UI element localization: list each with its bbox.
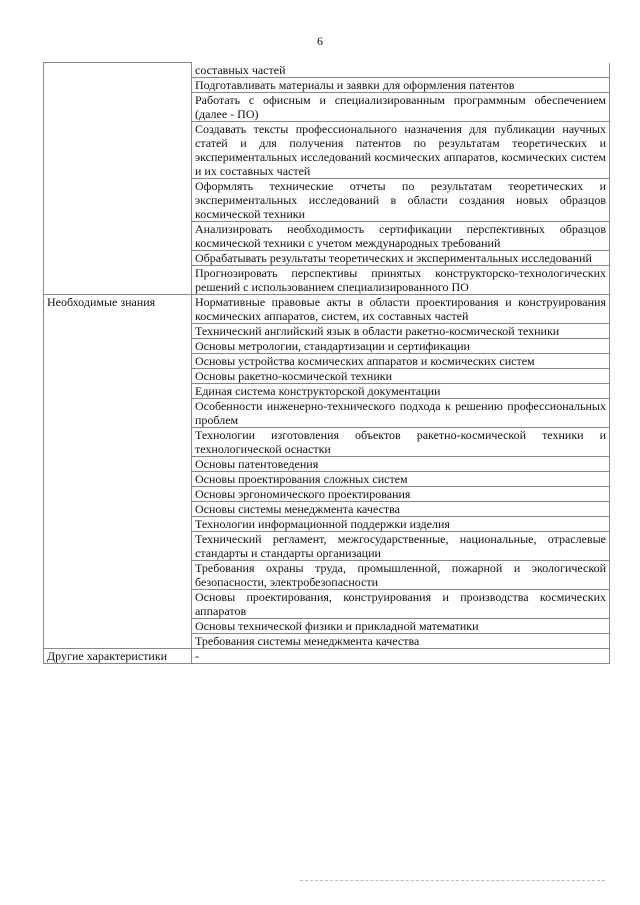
- section-item: Технологии информационной поддержки изделия: [192, 516, 610, 531]
- section-item: Требования охраны труда, промышленной, пожарной и экологической безопасности, электробезопасности: [192, 560, 610, 589]
- table-row: [44, 294, 610, 323]
- section-item: Нормативные правовые акты в области проектирования и конструирования космических аппаратов, систем, их составных частей: [192, 294, 610, 323]
- section-label: Необходимые знания: [44, 294, 192, 648]
- section-item: -: [192, 648, 610, 663]
- section-item: Основы проектирования сложных систем: [192, 471, 610, 486]
- section-item: Анализировать необходимость сертификации перспективных образцов космической техники с учетом международных требований: [192, 221, 610, 250]
- section-item: Требования системы менеджмента качества: [192, 633, 610, 648]
- section-item: Основы системы менеджмента качества: [192, 501, 610, 516]
- section-item: Особенности инженерно-технического подхода к решению профессиональных проблем: [192, 398, 610, 427]
- section-item: Подготавливать материалы и заявки для оформления патентов: [192, 77, 610, 92]
- section-item: Оформлять технические отчеты по результатам теоретических и экспериментальных исследований в области создания новых образцов космической техники: [192, 178, 610, 221]
- bottom-divider: [300, 880, 605, 881]
- section-item: Основы метрологии, стандартизации и сертификации: [192, 338, 610, 353]
- section-item: Основы эргономического проектирования: [192, 486, 610, 501]
- requirements-table: [43, 62, 610, 664]
- table-row: [44, 648, 610, 663]
- section-item: Создавать тексты профессионального назначения для публикации научных статей и для получения патентов по результатам теоретических и экспериментальных исследований космических аппаратов, космических систем и их составных частей: [192, 121, 610, 178]
- section-label: Другие характеристики: [44, 648, 192, 663]
- section-item: Технический регламент, межгосударственные, национальные, отраслевые стандарты и стандарты организации: [192, 531, 610, 560]
- section-label: [44, 63, 192, 295]
- section-item: Прогнозировать перспективы принятых конструкторско-технологических решений с использованием специализированного ПО: [192, 265, 610, 294]
- section-item: Работать с офисным и специализированным программным обеспечением (далее - ПО): [192, 92, 610, 121]
- section-item: Основы проектирования, конструирования и производства космических аппаратов: [192, 589, 610, 618]
- page-number: 6: [317, 34, 323, 48]
- section-item: Основы патентоведения: [192, 456, 610, 471]
- section-item: Единая система конструкторской документации: [192, 383, 610, 398]
- table-row: [44, 63, 610, 78]
- section-item: Технологии изготовления объектов ракетно-космической техники и технологической оснастки: [192, 427, 610, 456]
- section-item: Основы ракетно-космической техники: [192, 368, 610, 383]
- section-item: составных частей: [192, 63, 610, 78]
- section-item: Технический английский язык в области ракетно-космической техники: [192, 323, 610, 338]
- section-item: Обрабатывать результаты теоретических и экспериментальных исследований: [192, 250, 610, 265]
- section-item: Основы устройства космических аппаратов и космических систем: [192, 353, 610, 368]
- section-item: Основы технической физики и прикладной математики: [192, 618, 610, 633]
